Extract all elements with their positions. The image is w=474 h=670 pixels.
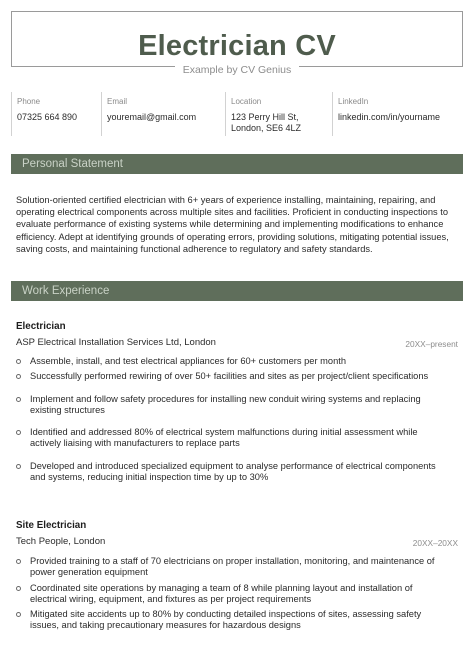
bullet-circle-icon — [16, 374, 21, 379]
contact-phone-label: Phone — [17, 97, 41, 106]
contact-location-value: 123 Perry Hill St, London, SE6 4LZ — [231, 112, 302, 133]
section-title: Work Experience — [22, 285, 110, 297]
section-header-personal-statement — [11, 154, 463, 174]
section-header-work-experience — [11, 281, 463, 301]
contact-location-label: Location — [231, 97, 262, 106]
contact-phone — [11, 92, 103, 136]
title-box — [11, 11, 463, 67]
job-dates: 20XX–20XX — [412, 538, 458, 548]
job-bullets — [16, 556, 446, 632]
personal-statement-text: Solution-oriented certified electrician with 6+ years of experience installing, maintaining, repairing, and operating electrical components across multiple sites and facilities. Proficient in conducting inspections to evaluate performance of existing systems while determining and implementing modifications to enhance efficiency. Adept at identifying grounds of operating errors, providing solutions, mitigating potential issues, saving costs, and maintaining functional adherence to regulatory and safety standards. — [16, 195, 449, 254]
bullet-circle-icon — [16, 359, 21, 364]
list-item: Identified and addressed 80% of electrical system malfunctions during initial assessment while actively liaising with manufacturers to replace parts — [16, 427, 446, 450]
list-item: Assemble, install, and test electrical appliances for 60+ customers per month — [16, 356, 446, 367]
contact-phone-value: 07325 664 890 — [17, 112, 78, 122]
bullet-circle-icon — [16, 464, 21, 469]
contact-email — [101, 92, 225, 136]
subtitle-wrap — [0, 60, 474, 78]
contact-linkedin — [332, 92, 463, 136]
page-title: Electrician CV — [138, 30, 336, 62]
bullet-circle-icon — [16, 559, 21, 564]
job-company: Tech People, London — [16, 536, 106, 547]
list-item: Successfully performed rewiring of over 50+ facilities and sites as per project/client specifications — [16, 371, 446, 382]
bullet-circle-icon — [16, 612, 21, 617]
contact-linkedin-label: LinkedIn — [338, 97, 369, 106]
contact-email-value: youremail@gmail.com — [107, 112, 197, 122]
list-item: Coordinated site operations by managing a team of 8 while planning layout and installation of electrical wiring, equipment, and fixtures as per project requirements — [16, 583, 446, 606]
list-item: Mitigated site accidents up to 80% by conducting detailed inspections of sites, assessing safety issues, and taking precautionary measures for hazardous designs — [16, 609, 446, 632]
job-title: Electrician — [16, 321, 66, 332]
bullet-circle-icon — [16, 397, 21, 402]
bullet-circle-icon — [16, 430, 21, 435]
section-title: Personal Statement — [22, 158, 124, 170]
list-item: Implement and follow safety procedures for installing new conduit wiring systems and replacing existing structures — [16, 394, 446, 417]
contact-email-label: Email — [107, 97, 128, 106]
contact-location — [225, 92, 332, 136]
job-dates: 20XX–present — [405, 339, 458, 349]
contact-linkedin-value: linkedin.com/in/yourname — [338, 112, 441, 122]
bullet-circle-icon — [16, 586, 21, 591]
page-subtitle: Example by CV Genius — [175, 64, 300, 76]
list-item: Developed and introduced specialized equipment to analyse performance of electrical components and systems, reducing initial inspection time by up to 30% — [16, 461, 446, 484]
job-title: Site Electrician — [16, 520, 87, 531]
list-item: Provided training to a staff of 70 electricians on proper installation, monitoring, and maintenance of power generation equipment — [16, 556, 446, 579]
contact-row — [0, 92, 474, 136]
job-company: ASP Electrical Installation Services Ltd, London — [16, 337, 216, 348]
job-bullets — [16, 356, 446, 483]
